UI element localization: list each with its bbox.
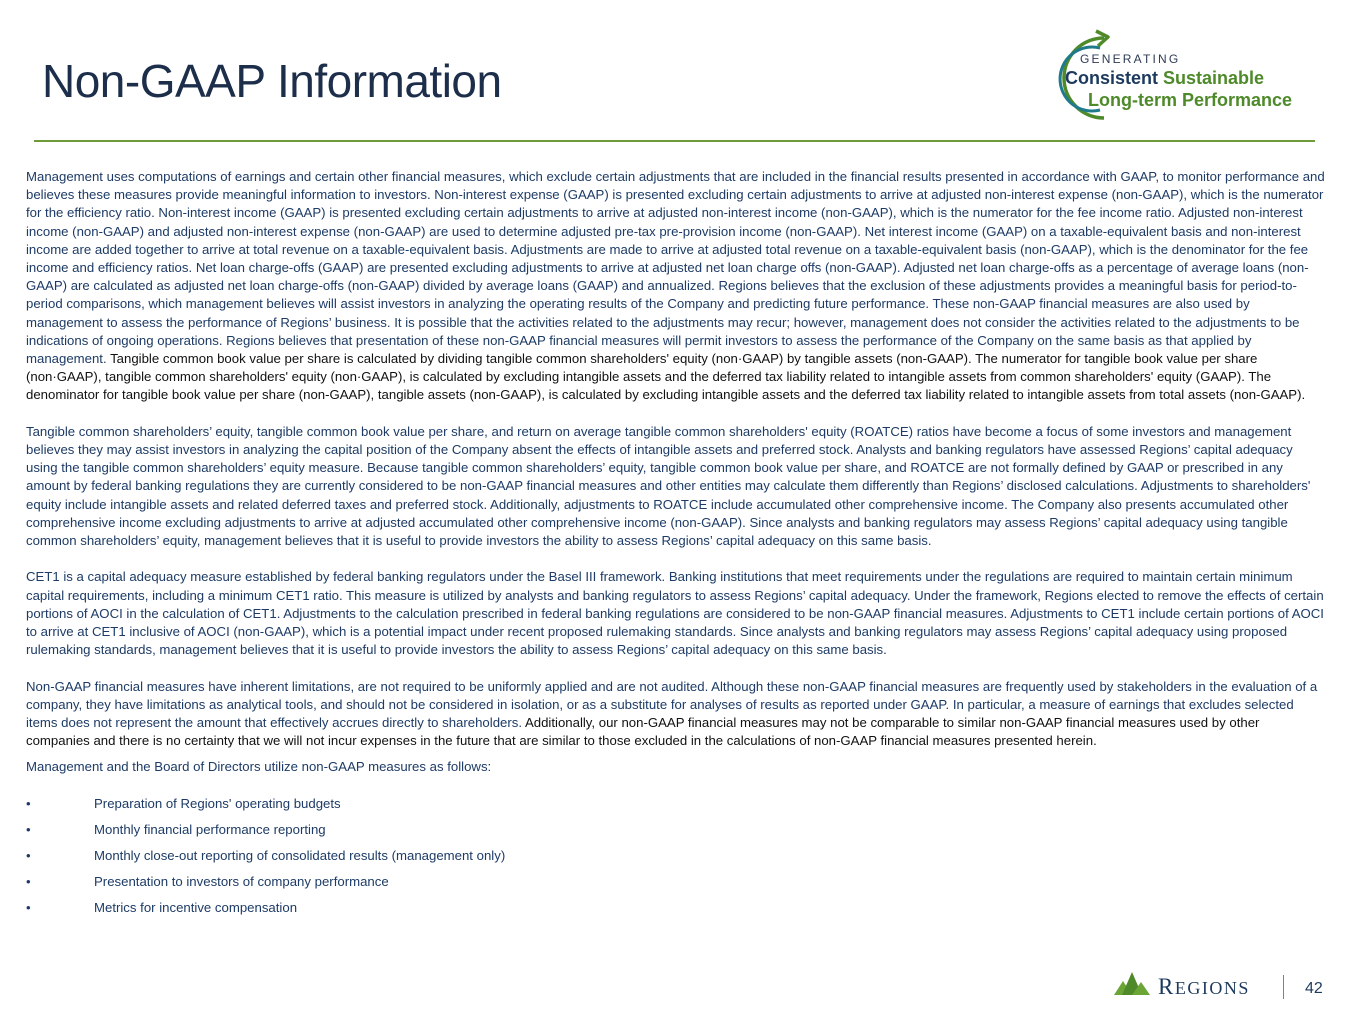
tagline-logo: [1036, 26, 1336, 132]
bullet-icon: •: [26, 795, 31, 811]
list-item-text: Preparation of Regions' operating budgets: [94, 795, 341, 811]
footer-divider: [1283, 975, 1284, 999]
bullet-icon: •: [26, 899, 31, 915]
list-item: [26, 821, 1326, 847]
tagline-sustainable: Sustainable: [1163, 68, 1265, 88]
tagline-consistent: Consistent: [1065, 68, 1159, 88]
list-item-text: Presentation to investors of company performance: [94, 873, 389, 889]
list-item-text: Monthly close-out reporting of consolidated results (management only): [94, 847, 506, 863]
paragraph-2: Tangible common shareholders’ equity, tangible common book value per share, and return on average tangible common shareholders' equity (ROATCE) ratios have become a focus of some investors and management believes they may assist investors in analyzing the capital position of the Company absent the effects of intangible assets and preferred stock. Analysts and banking regulators have assessed Regions’ capital adequacy using the tangible common shareholders’ equity measure. Because tangible common shareholders’ equity, tangible common book value per share, and ROATCE are not formally defined by GAAP or prescribed in any amount by federal banking regulations they are currently considered to be non-GAAP financial measures and other entities may calculate them differently than Regions’ disclosed calculations. Adjustments to shareholders' equity include intangible assets and related deferred taxes and preferred stock. Additionally, adjustments to ROATCE include accumulated other comprehensive income. The Company also presents accumulated other comprehensive income excluding adjustments to arrive at adjusted accumulated other comprehensive income (non-GAAP). Since analysts and banking regulators may assess Regions’ capital adequacy using tangible common shareholders’ equity, management believes that it is useful to provide investors the ability to assess Regions’ capital adequacy on this same basis.: [26, 423, 1311, 549]
list-item-text: Monthly financial performance reporting: [94, 821, 326, 837]
paragraph-4-additional: Additionally, our non-GAAP financial measures may not be comparable to similar non-GAAP financial measures used by other companies and there is no certainty that we will not incur expenses in the future that are similar to those excluded in the calculations of non-GAAP financial measures presented herein.: [26, 715, 1260, 749]
regions-wordmark: [1158, 974, 1250, 1000]
tagline-long-term: Long-term Performance: [1088, 90, 1293, 110]
regions-wordmark-initial: R: [1158, 974, 1175, 999]
paragraph-3: CET1 is a capital adequacy measure established by federal banking regulators under the Basel III framework. Banking institutions that meet requirements under the regulations are required to maintain certain minimum capital requirements, including a minimum CET1 ratio. This measure is utilized by analysts and banking regulators to assess Regions’ capital adequacy. Under the framework, Regions elected to remove the effects of certain portions of AOCI in the calculation of CET1. Adjustments to the calculation prescribed in federal banking regulations are considered to be non-GAAP financial measures. Adjustments to CET1 include certain portions of AOCI to arrive at CET1 inclusive of AOCI (non-GAAP), which is a potential impact under recent proposed rulemaking standards. Since analysts and banking regulators may assess Regions’ capital adequacy using proposed rulemaking standards, management believes that it is useful to provide investors the ability to assess Regions’ capital adequacy on this same basis.: [26, 569, 1324, 658]
list-item: [26, 873, 1326, 899]
management-intro: Management and the Board of Directors utilize non-GAAP measures as follows:: [26, 759, 492, 775]
regions-wordmark-rest: EGIONS: [1174, 978, 1250, 998]
tagline-generating: GENERATING: [1080, 52, 1181, 66]
list-item: [26, 847, 1326, 873]
list-item: [26, 899, 1326, 925]
paragraph-4: [26, 678, 1326, 751]
bullet-icon: •: [26, 847, 31, 863]
uses-list: [26, 795, 1326, 925]
paragraph-1-tangible: Tangible common book value per share is calculated by dividing tangible common shareholders' equity (non·GAAP) by tangible assets (non-GAAP). The numerator for tangible book value per share (non·GAAP), tangible common shareholders' equity (non·GAAP), is calculated by excluding intangible assets and the deferred tax liability related to intangible assets from common shareholders' equity (GAAP). The denominator for tangible book value per share (non-GAAP), tangible assets (non-GAAP), is calculated by excluding intangible assets and the deferred tax liability related to intangible assets from total assets (non-GAAP).: [26, 351, 1306, 403]
bullet-icon: •: [26, 873, 31, 889]
tagline-line-1: [1065, 68, 1264, 89]
page-number: 42: [1305, 980, 1323, 997]
regions-pyramid-icon: [1112, 969, 1152, 999]
paragraph-4-main: Non-GAAP financial measures have inherent limitations, are not required to be uniformly applied and are not audited. Although these non-GAAP financial measures are frequently used by stakeholders in the evaluation of a company, they have limitations as analytical tools, and should not be considered in isolation, or as a substitute for analyses of results as reported under GAAP. In particular, a measure of earnings that excludes selected items does not represent the amount that effectively accrues directly to shareholders.: [26, 678, 1318, 731]
paragraph-1-main: Management uses computations of earnings and certain other financial measures, which exclude certain adjustments that are included in the financial results presented in accordance with GAAP, to monitor performance and believes these measures provide meaningful information to investors. Non-interest expense (GAAP) is presented excluding certain adjustments to arrive at adjusted non-interest expense (non-GAAP), which is the numerator for the efficiency ratio. Non-interest income (GAAP) is presented excluding certain adjustments to arrive at adjusted non-interest income (non-GAAP), which is the numerator for the fee income ratio. Adjusted non-interest income (non-GAAP) and adjusted non-interest expense (non-GAAP) are used to determine adjusted pre-tax pre-provision income (non-GAAP). Net interest income (GAAP) on a taxable-equivalent basis and non-interest income are added together to arrive at total revenue on a taxable-equivalent basis. Adjustments are made to arrive at adjusted total revenue on a taxable-equivalent basis (non-GAAP), which is the denominator for the fee income and efficiency ratios. Net loan charge-offs (GAAP) are presented excluding adjustments to arrive at adjusted net loan charge offs (non-GAAP). Adjusted net loan charge-offs as a percentage of average loans (non-GAAP) are calculated as adjusted net loan charge-offs (non-GAAP) divided by average loans (GAAP) and annualized. Regions believes that the exclusion of these adjustments provides a meaningful basis for period-to-period comparisons, which management believes will assist investors in analyzing the operating results of the Company and predicting future performance. These non-GAAP financial measures are also used by management to assess the performance of Regions’ business. It is possible that the activities related to the adjustments may recur; however, management does not consider the activities related to the adjustments to be indications of ongoing operations. Regions believes that presentation of these non-GAAP financial measures will permit investors to assess the performance of the Company on the same basis as that applied by management.: [26, 169, 1325, 367]
list-item-text: Metrics for incentive compensation: [94, 899, 298, 915]
regions-logo: [1112, 969, 1272, 999]
bullet-icon: •: [26, 821, 31, 837]
header-divider: [34, 140, 1315, 142]
page-title: Non-GAAP Information: [42, 55, 502, 107]
list-item: [26, 795, 1326, 821]
paragraph-1: [26, 168, 1326, 405]
body-content: [26, 168, 1326, 925]
